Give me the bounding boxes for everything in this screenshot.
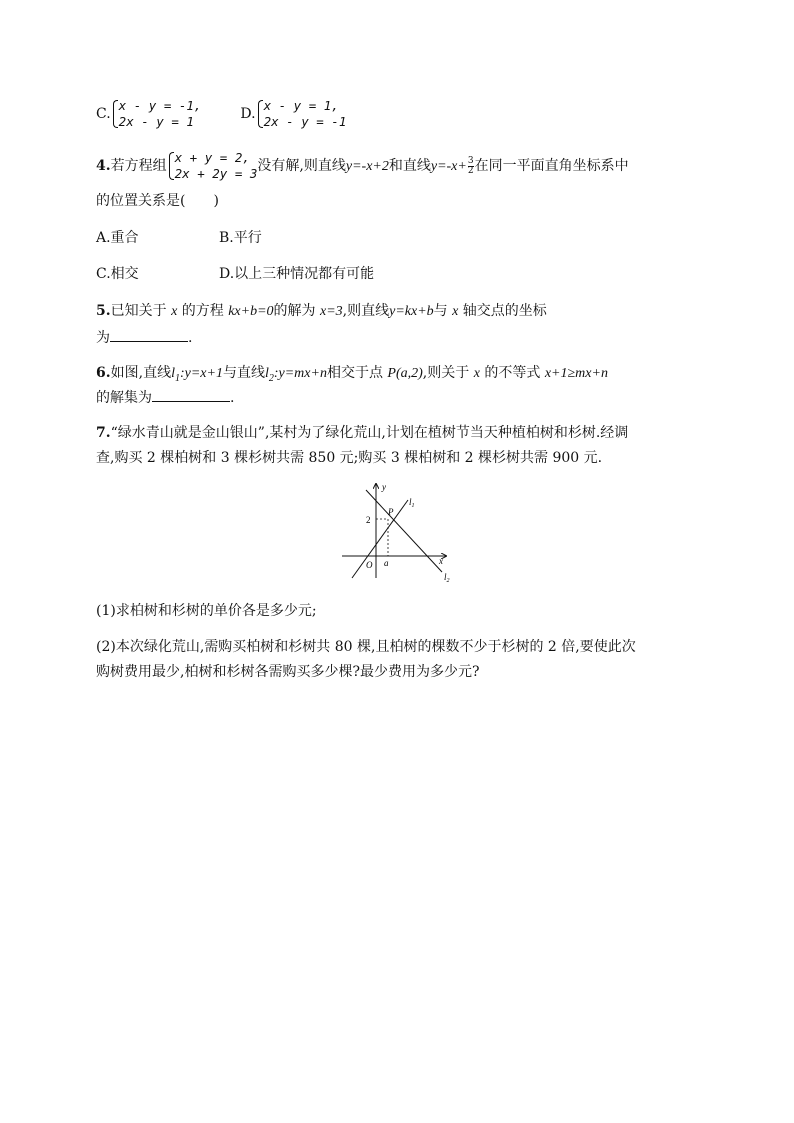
q4-eq2: 2x + 2y = 3 [174, 166, 258, 181]
q5-end: . [188, 330, 193, 346]
q6-l1-eq: :y=x+1 [179, 366, 223, 381]
q4-number: 4. [96, 158, 111, 174]
q6-l1 [171, 366, 223, 384]
q5-solution: x=3 [319, 304, 343, 319]
q5-text-d: ,则直线 [342, 303, 390, 319]
q5-line: y=kx+b [389, 304, 434, 319]
q3-option-c-eq1: x - y = -1, [118, 98, 202, 113]
l1-label-letter: l [409, 497, 412, 507]
l1-label [409, 497, 415, 509]
q5-text-f: 轴交点的坐标 [462, 303, 547, 319]
q4-fraction [468, 157, 474, 176]
line-l2 [366, 490, 442, 572]
q6-coordinate-figure [338, 478, 458, 583]
q4-option-d: D.以上三种情况都有可能 [219, 266, 375, 282]
q6-l2 [264, 366, 327, 384]
q5-var-x: x [171, 304, 178, 319]
q4-text-d: 在同一平面直角坐标系中 [474, 158, 629, 174]
q6-answer-blank[interactable] [152, 387, 230, 402]
q4-line2: y=-x+ [430, 159, 467, 174]
q6-l2-eq: :y=mx+n [273, 366, 327, 381]
line-l1 [352, 500, 408, 578]
l1-label-sub: 1 [411, 503, 415, 509]
q3-option-d-eq2: 2x - y = -1 [263, 114, 347, 129]
l2-label-letter: l [444, 572, 447, 582]
point-p-label: P [388, 507, 394, 517]
y-axis-label: y [382, 482, 386, 492]
q5-text-e: 与 [433, 303, 448, 319]
q6-text-b: 与直线 [222, 365, 265, 381]
q6-number: 6. [96, 365, 111, 381]
q5-line1 [96, 301, 547, 322]
q4-stem-line1 [96, 150, 629, 182]
q7-line1 [96, 423, 628, 443]
q6-text-f: 的解集为 [96, 390, 152, 406]
q3-option-c-eq2: 2x - y = 1 [118, 114, 194, 129]
q5-number: 5. [96, 303, 111, 319]
q6-text-d: ,则关于 [422, 365, 470, 381]
q5-text-a: 已知关于 [110, 303, 167, 319]
q6-text-e: 的不等式 [484, 365, 541, 381]
q5-equation: kx+b=0 [228, 304, 274, 319]
q6-text-c: 相交于点 [326, 365, 383, 381]
q6-var-x: x [473, 366, 480, 381]
q6-l1-letter: l [171, 366, 175, 381]
q7-text-line1: “绿水青山就是金山银山”,某村为了绿化荒山,计划在植树节当天种植柏树和杉树.经调 [110, 425, 629, 441]
q6-point: P(a,2) [387, 366, 423, 381]
tick-2-label: 2 [366, 515, 371, 525]
q3-options [96, 98, 346, 130]
q5-text-b: 的方程 [181, 303, 224, 319]
q5-text-g: 为 [96, 330, 110, 346]
q6-text-a: 如图,直线 [110, 365, 172, 381]
q4-text-b: 没有解,则直线 [257, 158, 346, 174]
q3-option-d-eq1: x - y = 1, [263, 98, 339, 113]
q7-part2-line1: (2)本次绿化荒山,需购买柏树和杉树共 80 棵,且柏树的棵数不少于杉树的 2 倍,要使此次 [96, 639, 636, 655]
q3-option-c-label: C. [96, 106, 111, 122]
q6-line1 [96, 363, 608, 389]
q4-stem-line2: 的位置关系是( ) [96, 193, 219, 209]
q7-line2: 查,购买 2 棵柏树和 3 棵杉树共需 850 元;购买 3 棵柏树和 2 棵杉树共需 900 元. [96, 450, 603, 466]
q4-options-row2 [96, 264, 374, 284]
q4-text-c: 和直线 [388, 158, 431, 174]
q6-end: . [230, 390, 235, 406]
origin-label: O [366, 560, 373, 570]
x-axis-label: x [439, 556, 443, 566]
q6-l2-letter: l [264, 366, 269, 381]
q3-option-c-system [113, 98, 202, 130]
q4-option-b: B.平行 [219, 230, 262, 246]
q6-line2 [96, 387, 234, 408]
q6-l2-sub: 2 [268, 372, 274, 384]
q3-option-d-system [258, 98, 347, 130]
l2-label-sub: 2 [446, 578, 450, 583]
l2-label [444, 572, 450, 583]
q4-options-row1 [96, 228, 262, 248]
q4-option-c: C.相交 [96, 266, 139, 282]
q4-eq1: x + y = 2, [174, 150, 250, 165]
q5-var-x-2: x [452, 304, 459, 319]
q4-frac-num: 3 [467, 155, 474, 166]
q5-line2 [96, 327, 192, 348]
q6-l1-sub: 1 [174, 372, 180, 384]
q7-part1: (1)求柏树和杉树的单价各是多少元; [96, 603, 317, 619]
q4-frac-den: 2 [467, 165, 474, 176]
q7-part2-line2: 购树费用最少,柏树和杉树各需购买多少棵?最少费用为多少元? [96, 664, 480, 680]
q4-option-a: A.重合 [96, 230, 139, 246]
q4-text-a: 若方程组 [110, 158, 167, 174]
q4-system [169, 150, 258, 182]
q6-inequality: x+1≥mx+n [544, 366, 608, 381]
q4-line1: y=-x+2 [345, 159, 389, 174]
q5-answer-blank[interactable] [110, 327, 188, 342]
q5-text-c: 的解为 [273, 303, 316, 319]
q3-option-d-label: D. [240, 106, 256, 122]
tick-a-label: a [384, 558, 389, 568]
q7-number: 7. [96, 425, 111, 441]
